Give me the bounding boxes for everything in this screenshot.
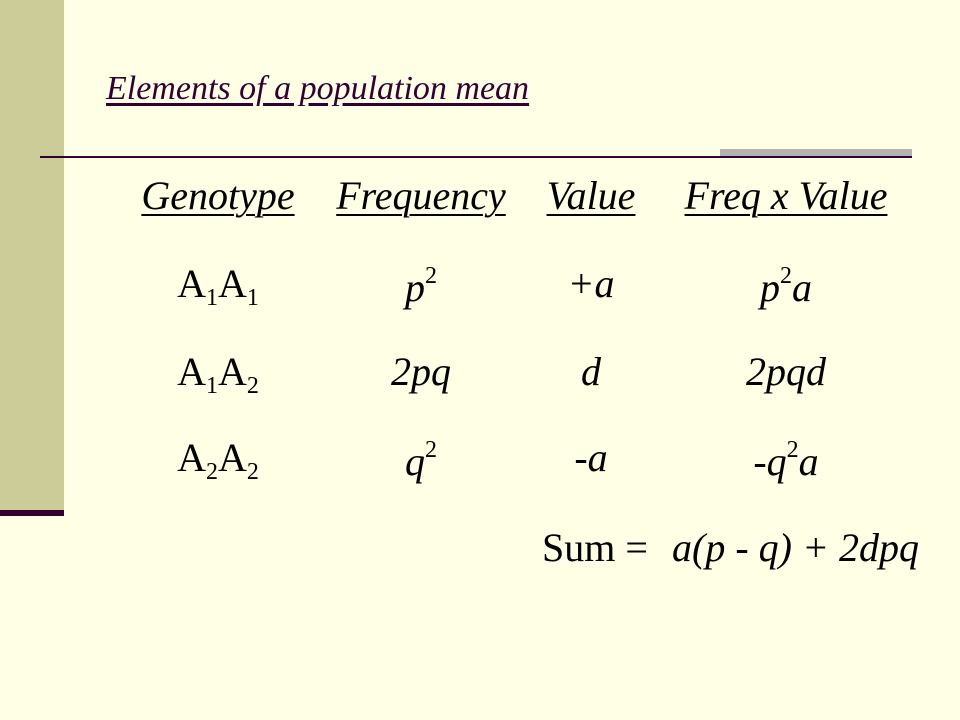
sidebar-foot-decoration: [0, 510, 64, 516]
header-genotype: Genotype: [141, 173, 295, 218]
value-cell: d: [581, 349, 601, 394]
frequency-cell: 2pq: [391, 349, 451, 394]
value-cell: +a: [567, 261, 615, 306]
slide-title: Elements of a population mean: [106, 70, 530, 107]
product-cell: p2a: [760, 263, 812, 310]
product-cell: -q2a: [753, 437, 819, 484]
genotype-cell: A1A1: [177, 261, 259, 311]
genotype-cell: A2A2: [177, 435, 259, 485]
header-frequency: Frequency: [336, 173, 506, 218]
frequency-cell: p2: [405, 263, 437, 310]
header-freq-x-value: Freq x Value: [684, 173, 888, 218]
header-value: Value: [546, 173, 636, 218]
product-cell: 2pqd: [746, 349, 826, 394]
title-rule: [40, 156, 912, 158]
sum-label: Sum =: [542, 525, 648, 570]
frequency-cell: q2: [405, 437, 437, 484]
sum-expression: a(p - q) + 2dpq: [672, 525, 919, 570]
value-cell: -a: [574, 435, 608, 480]
sidebar-decoration: [0, 0, 64, 512]
genotype-cell: A1A2: [177, 349, 259, 399]
